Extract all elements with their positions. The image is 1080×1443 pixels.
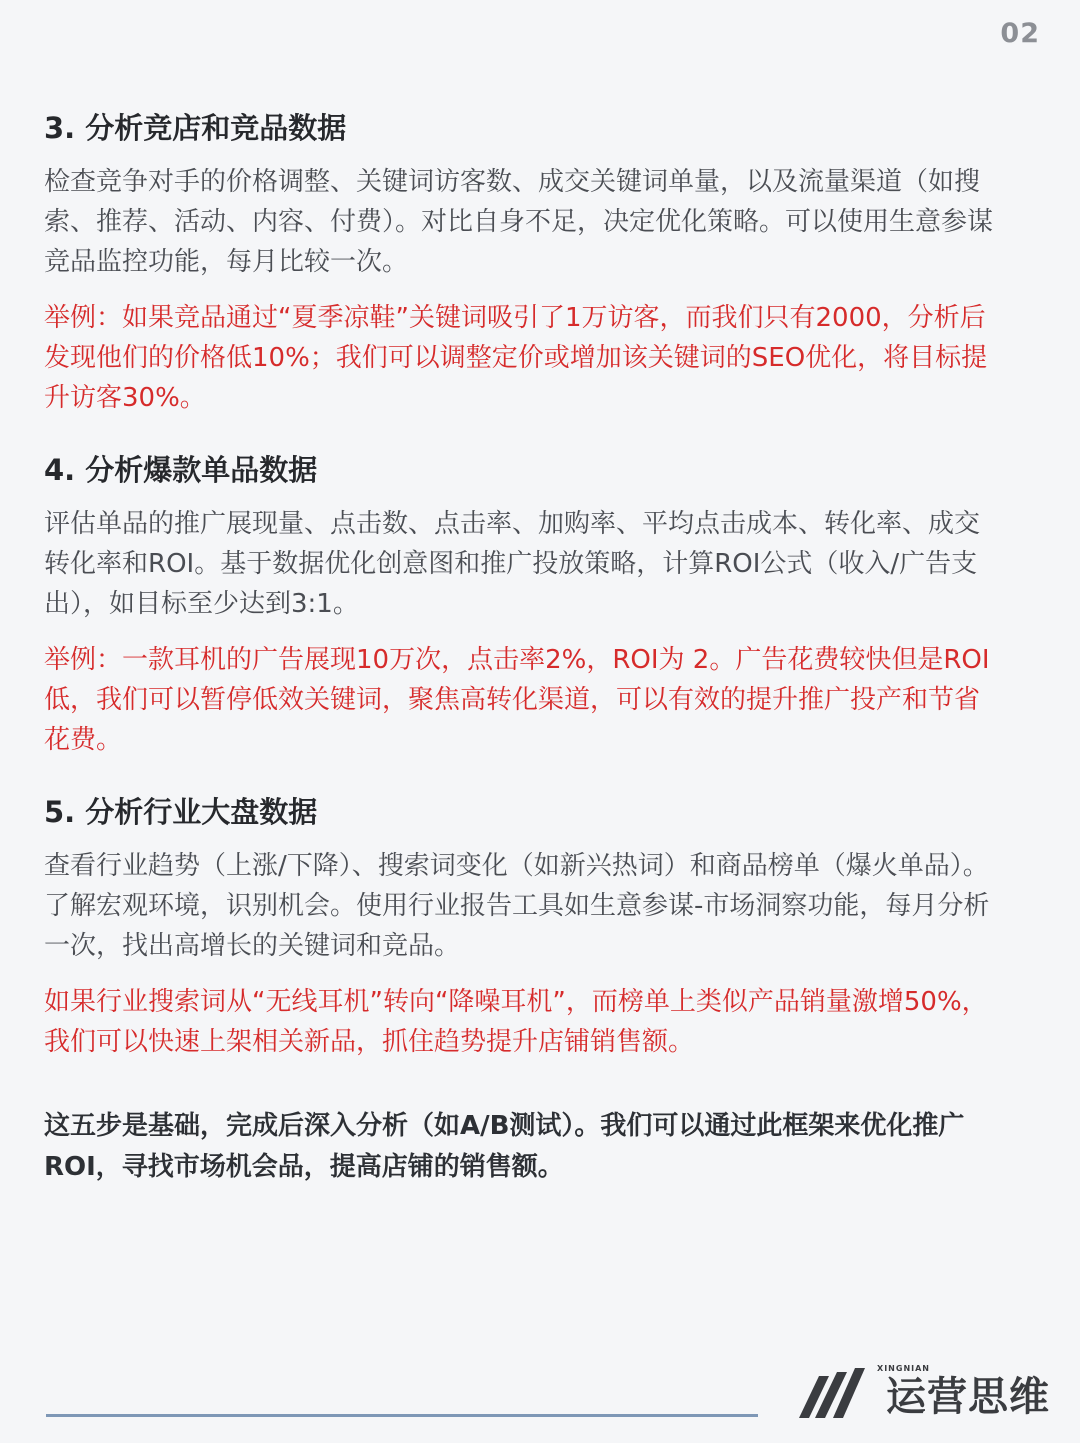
section-body: 查看行业趋势（上涨/下降）、搜索词变化（如新兴热词）和商品榜单（爆火单品）。了解宏观环境，识别机会。使用行业报告工具如生意参谋-市场洞察功能，每月分析一次，找出高增长的关键词和竞品。 <box>44 851 990 961</box>
brand-logo <box>797 1364 1050 1420</box>
section-bestseller-analysis <box>44 448 1004 760</box>
section-example: 举例：如果竞品通过“夏季凉鞋”关键词吸引了1万访客，而我们只有2000，分析后发现他们的价格低10%；我们可以调整定价或增加该关键词的SEO优化，将目标提升访客30%。 <box>44 303 988 413</box>
page-number: 02 <box>1000 18 1040 49</box>
article-content <box>44 106 1004 1188</box>
brand-mark-icon <box>797 1366 873 1420</box>
conclusion-paragraph: 这五步是基础，完成后深入分析（如A/B测试）。我们可以通过此框架来优化推广ROI，寻找市场机会品，提高店铺的销售额。 <box>44 1111 965 1182</box>
brand-pinyin: XINGNIAN <box>877 1364 930 1373</box>
section-competitor-analysis <box>44 106 1004 418</box>
section-body: 检查竞争对手的价格调整、关键词访客数、成交关键词单量，以及流量渠道（如搜索、推荐、活动、内容、付费）。对比自身不足，决定优化策略。可以使用生意参谋竞品监控功能，每月比较一次。 <box>44 167 994 277</box>
section-body: 评估单品的推广展现量、点击数、点击率、加购率、平均点击成本、转化率、成交转化率和ROI。基于数据优化创意图和推广投放策略，计算ROI公式（收入/广告支出），如目标至少达到3:1。 <box>44 509 981 619</box>
section-title: 5. 分析行业大盘数据 <box>44 795 318 829</box>
brand-text <box>877 1364 1050 1420</box>
section-example: 如果行业搜索词从“无线耳机”转向“降噪耳机”，而榜单上类似产品销量激增50%，我们可以快速上架相关新品，抓住趋势提升店铺销售额。 <box>44 987 988 1057</box>
section-title: 4. 分析爆款单品数据 <box>44 453 318 487</box>
footer-divider <box>46 1414 758 1417</box>
section-example: 举例：一款耳机的广告展现10万次，点击率2%，ROI为 2。广告花费较快但是ROI低，我们可以暂停低效关键词，聚焦高转化渠道，可以有效的提升推广投产和节省花费。 <box>44 645 990 755</box>
brand-name: 运营思维 <box>886 1374 1050 1420</box>
section-title: 3. 分析竞店和竞品数据 <box>44 111 347 145</box>
section-industry-analysis <box>44 790 1004 1062</box>
